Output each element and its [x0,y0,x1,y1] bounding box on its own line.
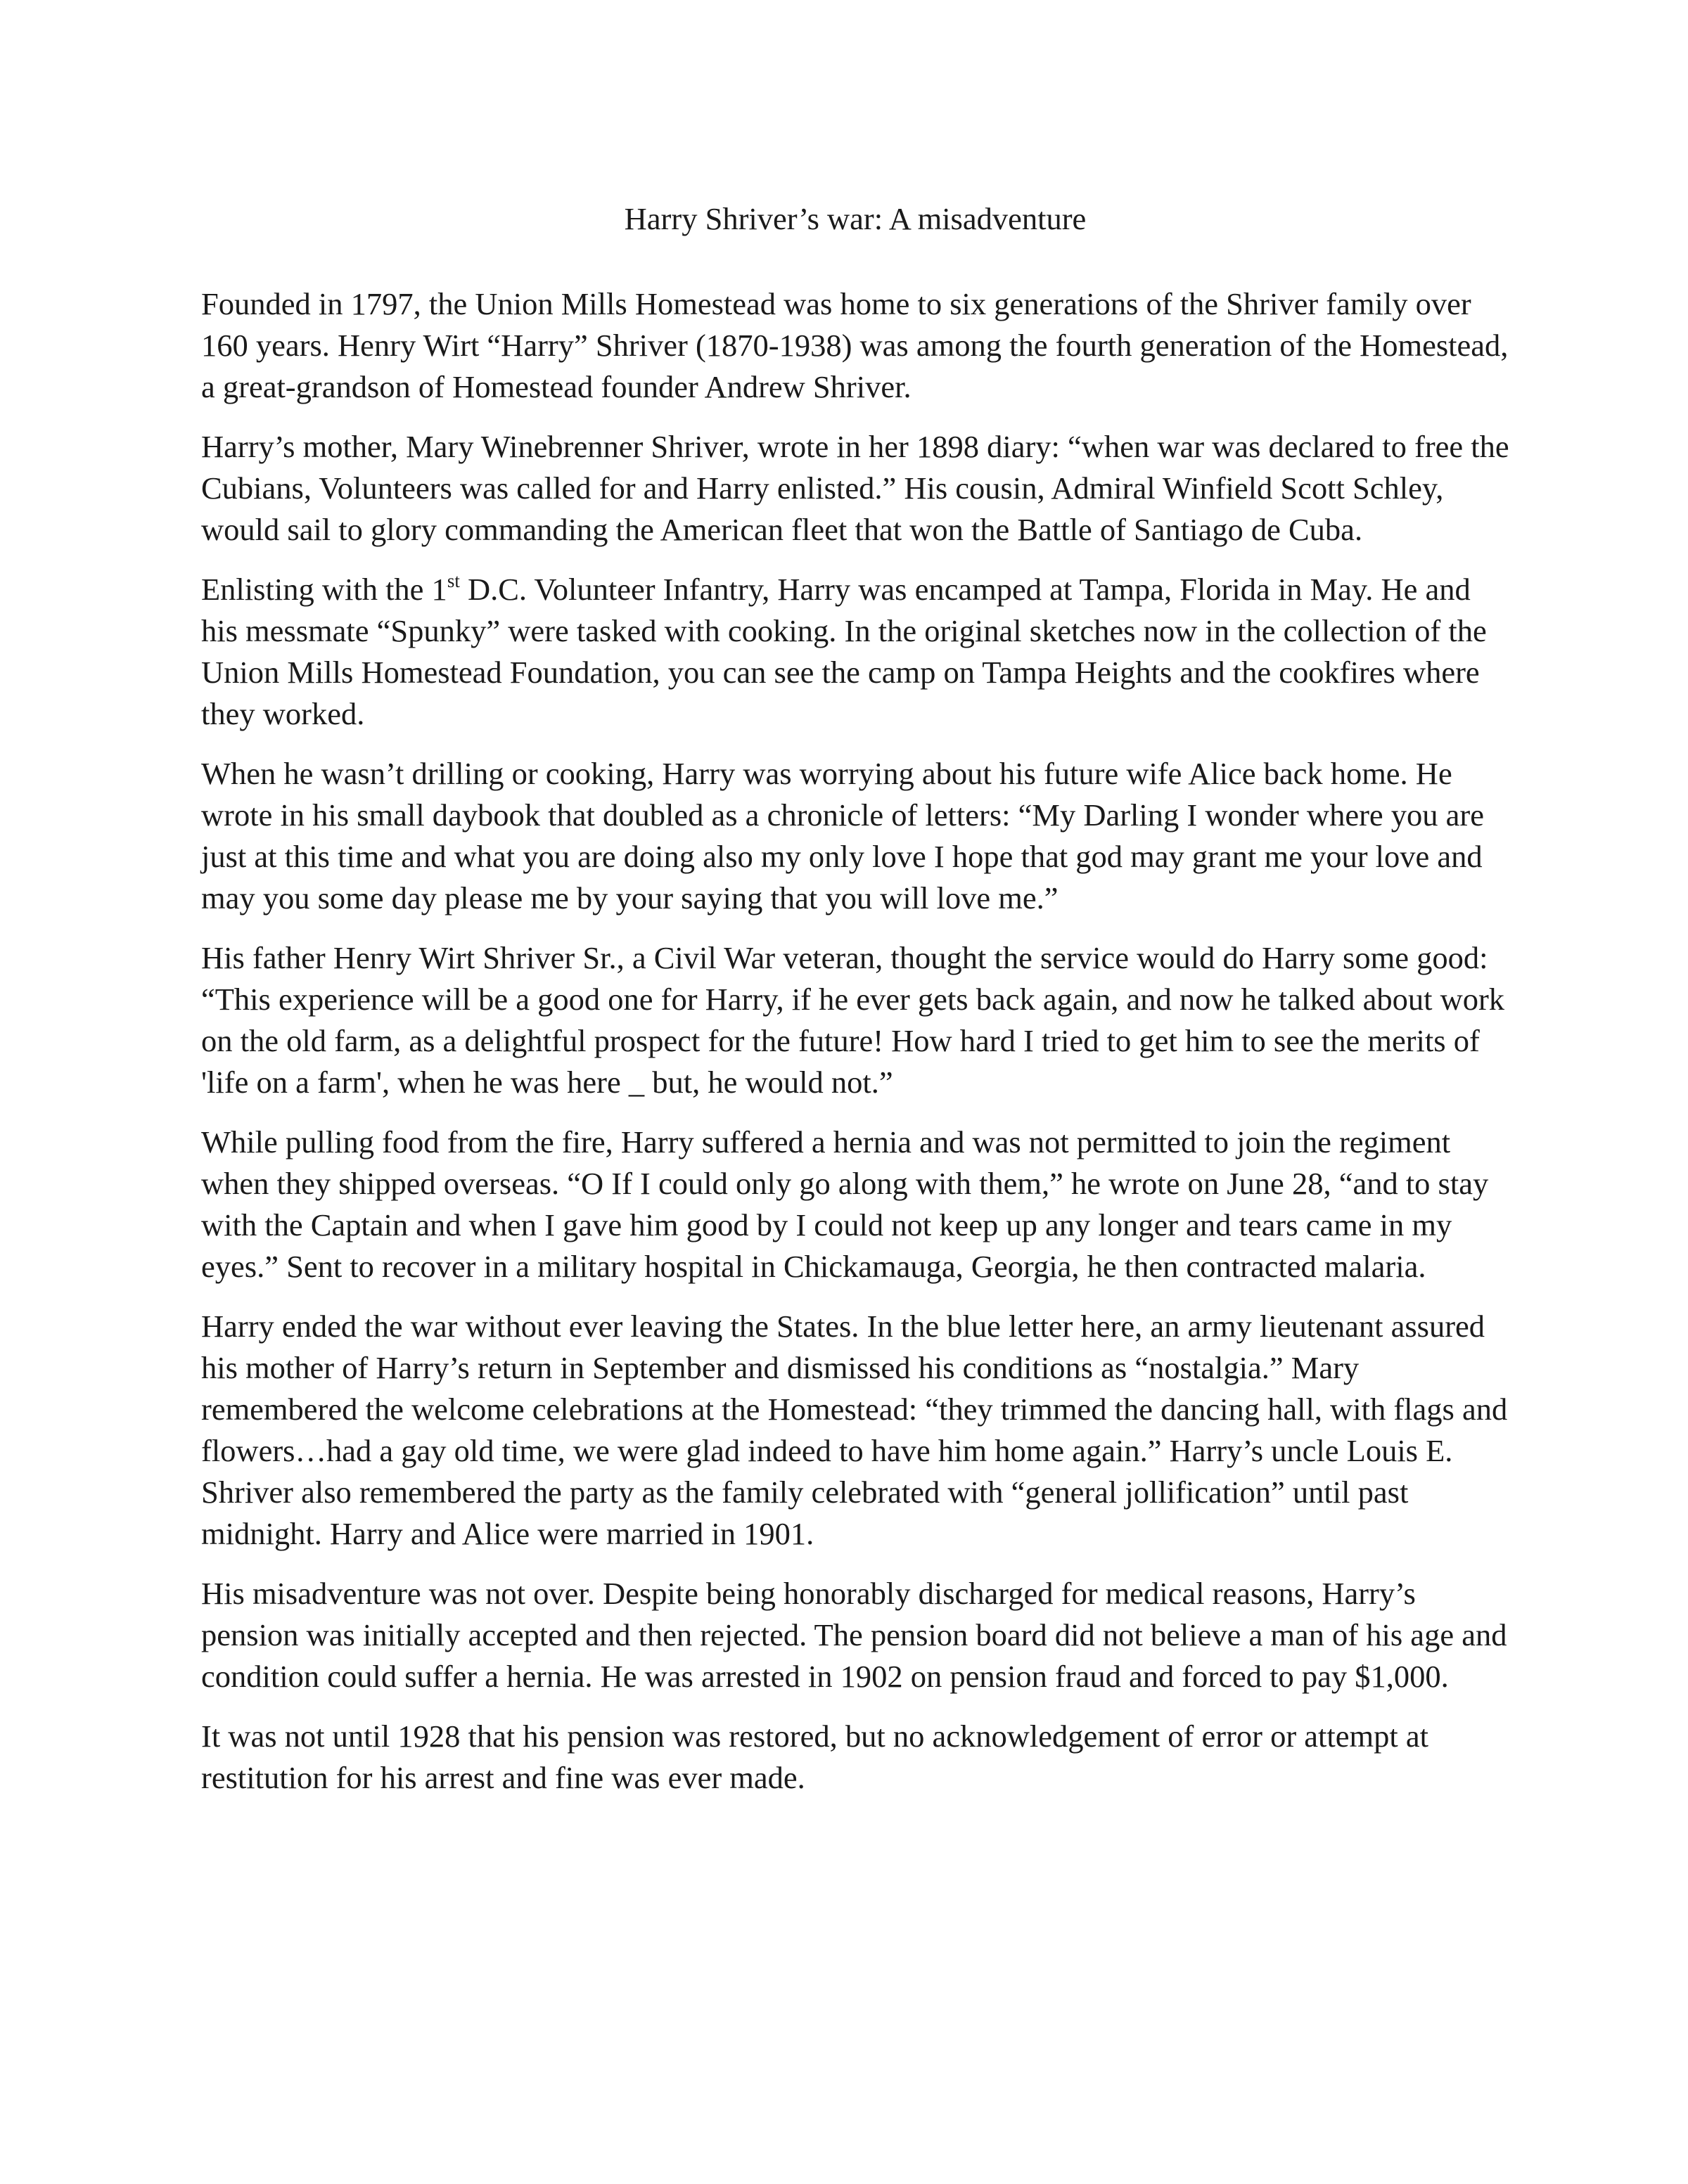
paragraph-homecoming: Harry ended the war without ever leaving the States. In the blue letter here, an army lieutenant assured his mother of Harry’s return in September and dismissed his conditions as “nostalgia.” Mary remembered the welcome celebrations at the Homestead: “they trimmed the dancing hall, with flags and flowers…had a gay old time, we were glad indeed to have him home again.” Harry’s uncle Louis E. Shriver also remembered the party as the family celebrated with “general jollification” until past midnight. Harry and Alice were married in 1901. [201,1309,1508,1551]
paragraph-father-quote: His father Henry Wirt Shriver Sr., a Civil War veteran, thought the service would do Harry some good: “This experience will be a good one for Harry, if he ever gets back again, and now he talked about work on the old farm, as a delightful prospect for the future! How hard I tried to get him to see the merits of 'life on a farm', when he was here _ but, he would not.” [201,940,1505,1100]
paragraph-pension-fraud: His misadventure was not over. Despite being honorably discharged for medical reasons, Harry’s pension was initially accepted and then rejected. The pension board did not believe a man of his age and condition could suffer a hernia. He was arrested in 1902 on pension fraud and forced to pay $1,000. [201,1576,1507,1694]
paragraph-founding: Founded in 1797, the Union Mills Homestead was home to six generations of the Shriver family over 160 years. Henry Wirt “Harry” Shriver (1870-1938) was among the fourth generation of the Homestead, a great-grandson of Homestead founder Andrew Shriver. [201,286,1509,404]
paragraph-mother-diary: Harry’s mother, Mary Winebrenner Shriver, wrote in her 1898 diary: “when war was declared to free the Cubians, Volunteers was called for and Harry enlisted.” His cousin, Admiral Winfield Scott Schley, would sail to glory commanding the American fleet that won the Battle of Santiago de Cuba. [201,429,1509,547]
document-page [201,198,1509,1817]
paragraph-alice-letter: When he wasn’t drilling or cooking, Harry was worrying about his future wife Alice back home. He wrote in his small daybook that doubled as a chronicle of letters: “My Darling I wonder where you are just at this time and what you are doing also my only love I hope that god may grant me your love and may you some day please me by your saying that you will love me.” [201,756,1484,916]
paragraph-enlisting-rest: D.C. Volunteer Infantry, Harry was encamped at Tampa, Florida in May. He and his messmate “Spunky” were tasked with cooking. In the original sketches now in the collection of the Union Mills Homestead Foundation, you can see the camp on Tampa Heights and the cookfires where they worked. [201,572,1487,731]
paragraph-enlisting-start: Enlisting with the 1 [201,572,447,607]
ordinal-superscript: st [447,570,460,591]
paragraph-hernia: While pulling food from the fire, Harry suffered a hernia and was not permitted to join the regiment when they shipped overseas. “O If I could only go along with them,” he wrote on June 28, “and to stay with the Captain and when I gave him good by I could not keep up any longer and tears came in my eyes.” Sent to recover in a military hospital in Chickamauga, Georgia, he then contracted malaria. [201,1124,1489,1284]
paragraph-pension-restored: It was not until 1928 that his pension was restored, but no acknowledgement of error or attempt at restitution for his arrest and fine was ever made. [201,1719,1428,1795]
document-title: Harry Shriver’s war: A misadventure [624,201,1087,236]
paragraph-enlisting [201,569,1509,735]
